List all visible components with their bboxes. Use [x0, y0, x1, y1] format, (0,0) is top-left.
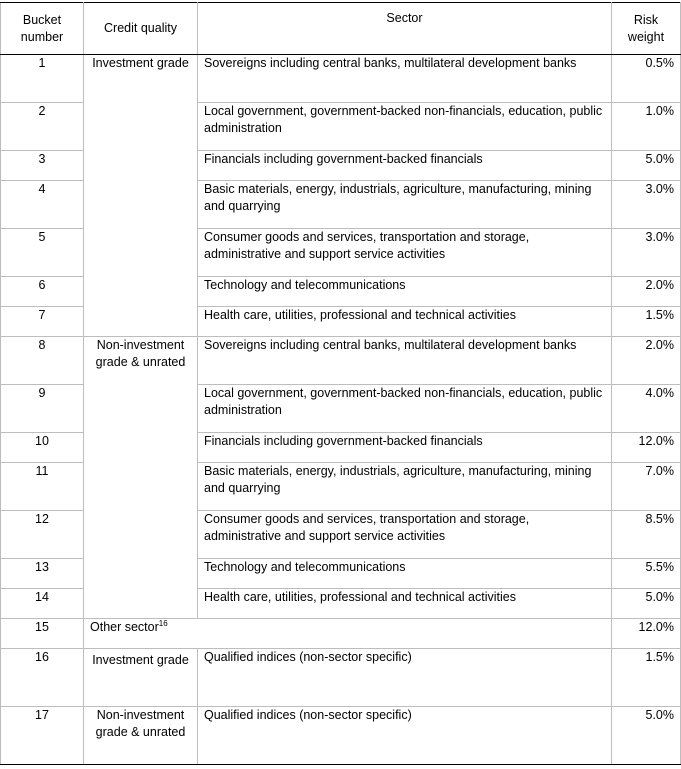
sector-cell: Financials including government-backed financials: [198, 151, 612, 181]
risk-weight-cell: 5.5%: [612, 559, 681, 589]
risk-weight-cell: 8.5%: [612, 511, 681, 559]
risk-weight-cell: 2.0%: [612, 277, 681, 307]
header-bucket-number: Bucket number: [1, 3, 84, 55]
credit-quality-cell: Investment grade: [84, 55, 198, 337]
bucket-number: 7: [1, 307, 84, 337]
table-row: [1, 55, 681, 103]
bucket-number: 11: [1, 463, 84, 511]
sector-cell: Health care, utilities, professional and technical activities: [198, 589, 612, 619]
sector-cell: Technology and telecommunications: [198, 559, 612, 589]
other-sector-group: [1, 619, 681, 649]
sector-cell: Financials including government-backed financials: [198, 433, 612, 463]
risk-weight-cell: 3.0%: [612, 181, 681, 229]
bucket-number: 10: [1, 433, 84, 463]
bucket-number: 14: [1, 589, 84, 619]
risk-weight-cell: 0.5%: [612, 55, 681, 103]
sector-cell: Consumer goods and services, transportation and storage, administrative and support service activities: [198, 229, 612, 277]
risk-weight-cell: 3.0%: [612, 229, 681, 277]
sector-cell: Local government, government-backed non-financials, education, public administration: [198, 385, 612, 433]
bucket-number: 6: [1, 277, 84, 307]
risk-weight-cell: 5.0%: [612, 151, 681, 181]
header-row: [1, 3, 681, 55]
sector-cell: Basic materials, energy, industrials, agriculture, manufacturing, mining and quarrying: [198, 181, 612, 229]
bucket-number: 15: [1, 619, 84, 649]
sector-cell: Sovereigns including central banks, multilateral development banks: [198, 337, 612, 385]
table-row: [1, 707, 681, 765]
table-row: [1, 649, 681, 707]
non-investment-grade-group: [1, 337, 681, 619]
risk-weight-cell: 12.0%: [612, 619, 681, 649]
risk-weight-cell: 5.0%: [612, 589, 681, 619]
header-sector: Sector: [198, 3, 612, 55]
sector-cell: Technology and telecommunications: [198, 277, 612, 307]
bucket-number: 17: [1, 707, 84, 765]
risk-weight-cell: 12.0%: [612, 433, 681, 463]
credit-quality-cell: Non-investment grade & unrated: [84, 337, 198, 619]
bucket-number: 13: [1, 559, 84, 589]
risk-weight-cell: 2.0%: [612, 337, 681, 385]
sector-cell: Consumer goods and services, transportation and storage, administrative and support service activities: [198, 511, 612, 559]
bucket-number: 1: [1, 55, 84, 103]
investment-grade-group: [1, 55, 681, 337]
bucket-number: 2: [1, 103, 84, 151]
risk-weight-cell: 5.0%: [612, 707, 681, 765]
sector-cell: Qualified indices (non-sector specific): [198, 707, 612, 765]
bucket-number: 9: [1, 385, 84, 433]
credit-quality-cell: Non-investment grade & unrated: [84, 707, 198, 765]
bucket-number: 3: [1, 151, 84, 181]
header-risk-weight: Risk weight: [612, 3, 681, 55]
bucket-number: 4: [1, 181, 84, 229]
bucket-number: 8: [1, 337, 84, 385]
other-sector-cell: [84, 619, 612, 649]
credit-quality-cell: Investment grade: [84, 649, 198, 707]
risk-weight-cell: 1.5%: [612, 649, 681, 707]
sector-cell: Local government, government-backed non-financials, education, public administration: [198, 103, 612, 151]
sector-cell: Basic materials, energy, industrials, agriculture, manufacturing, mining and quarrying: [198, 463, 612, 511]
bucket-number: 16: [1, 649, 84, 707]
table-row: [1, 337, 681, 385]
risk-weight-cell: 1.0%: [612, 103, 681, 151]
risk-weight-cell: 4.0%: [612, 385, 681, 433]
sector-cell: Sovereigns including central banks, multilateral development banks: [198, 55, 612, 103]
qualified-indices-group: [1, 649, 681, 765]
other-sector-label: Other sector: [90, 620, 159, 634]
risk-weight-table: [0, 2, 681, 765]
risk-weight-cell: 1.5%: [612, 307, 681, 337]
header-credit-quality: Credit quality: [84, 3, 198, 55]
table-row: [1, 619, 681, 649]
sector-cell: Qualified indices (non-sector specific): [198, 649, 612, 707]
footnote-marker: 16: [158, 618, 168, 628]
bucket-number: 5: [1, 229, 84, 277]
sector-cell: Health care, utilities, professional and technical activities: [198, 307, 612, 337]
risk-weight-cell: 7.0%: [612, 463, 681, 511]
bucket-number: 12: [1, 511, 84, 559]
